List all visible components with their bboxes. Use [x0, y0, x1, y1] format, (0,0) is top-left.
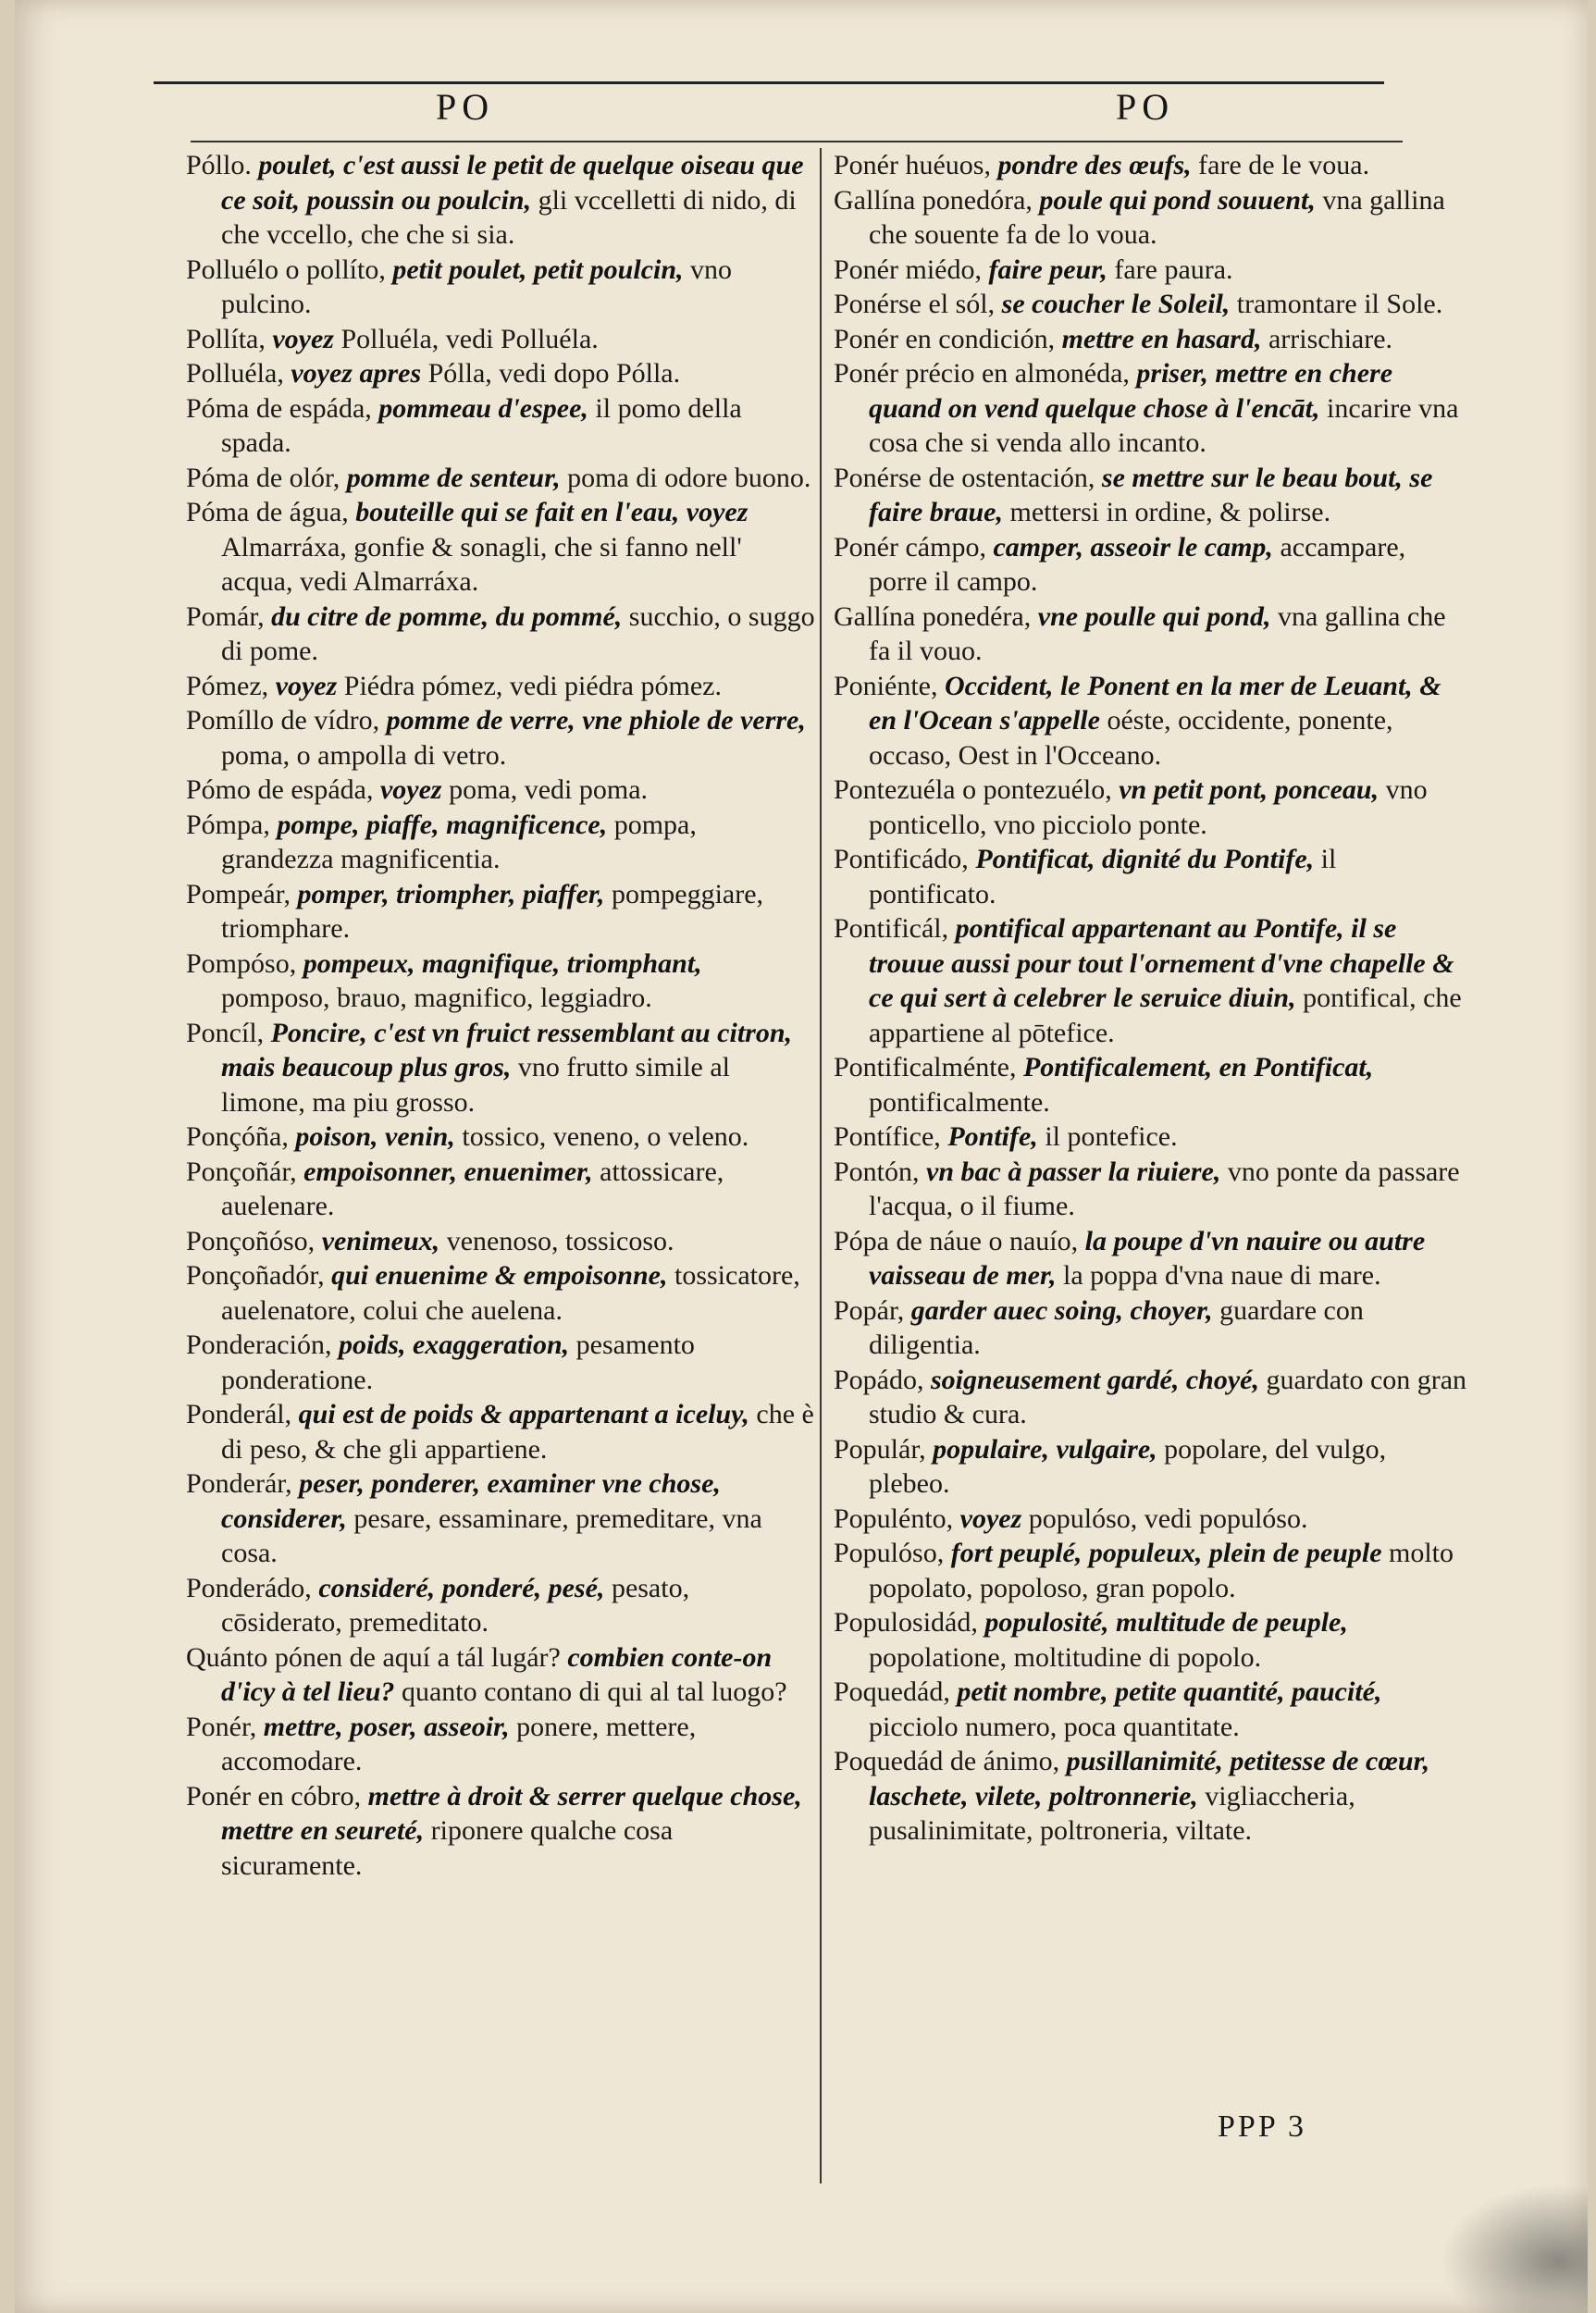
headword: Pontificál, — [834, 913, 949, 944]
headword: Ponér cámpo, — [834, 531, 986, 563]
dictionary-entry — [186, 253, 815, 322]
headword: Poquedád de ánimo, — [834, 1746, 1060, 1776]
headword: Pollíta, — [186, 323, 266, 354]
dictionary-entry — [186, 946, 815, 1016]
top-rule — [154, 81, 1384, 84]
headword: Ponderación, — [186, 1330, 332, 1360]
french-gloss: combien conte-on d'icy à tel lieu? — [221, 1641, 773, 1707]
italian-gloss: poma, vedi poma. — [449, 774, 649, 805]
italian-gloss: pomposo, brauo, magnifico, leggiadro. — [221, 983, 652, 1013]
french-gloss: bouteille qui se fait en l'eau, voyez — [355, 497, 749, 527]
italian-gloss: quanto contano di qui al tal luogo? — [401, 1676, 787, 1707]
french-gloss: fort peuplé, populeux, plein de peuple — [950, 1538, 1382, 1568]
french-gloss: populaire, vulgaire, — [933, 1433, 1157, 1465]
french-gloss: soigneusement gardé, choyé, — [931, 1364, 1259, 1395]
french-gloss: mettre, poser, asseoir, — [263, 1711, 510, 1742]
italian-gloss: la poppa d'vna naue di mare. — [1063, 1260, 1381, 1291]
headword: Gallína ponedóra, — [834, 184, 1033, 216]
headword: Ponçoñóso, — [186, 1225, 315, 1256]
french-gloss: du citre de pomme, du pommé, — [271, 600, 623, 632]
headword: Póma de água, — [186, 497, 349, 527]
french-gloss: voyez — [275, 670, 338, 701]
headword: Póma de espáda, — [186, 392, 372, 424]
italian-gloss: riponere qualche cosa sicuramente. — [221, 1815, 674, 1881]
italian-gloss: vno pulcino. — [221, 254, 733, 319]
italian-gloss: vigliaccheria, pusalinimitate, poltroneria, viltate. — [869, 1780, 1355, 1846]
headword: Pomíllo de vídro, — [186, 705, 380, 736]
dictionary-entry — [834, 148, 1467, 183]
french-gloss: vn bac à passer la riuiere, — [926, 1156, 1221, 1187]
headword: Pontífice, — [834, 1121, 941, 1152]
french-gloss: mettre à droit & serrer quelque chose, mettre en seureté, — [221, 1780, 802, 1846]
french-gloss: venimeux, — [321, 1225, 440, 1256]
italian-gloss: ponere, mettere, accomodare. — [221, 1711, 697, 1776]
headword: Ponér, — [186, 1711, 257, 1742]
headword: Ponderár, — [186, 1468, 292, 1499]
headword: Ponérse de ostentación, — [834, 462, 1095, 493]
dictionary-entry — [834, 669, 1467, 773]
dictionary-entry — [186, 600, 815, 669]
italian-gloss: fare de le voua. — [1198, 150, 1370, 180]
french-gloss: pompeux, magnifique, triomphant, — [303, 947, 702, 979]
dictionary-entry — [834, 1363, 1467, 1432]
headword: Poniénte, — [834, 670, 938, 701]
headword: Populénto, — [834, 1503, 954, 1534]
dictionary-entry — [186, 1016, 815, 1120]
dictionary-entry — [834, 773, 1467, 842]
left-column — [186, 148, 815, 1883]
dictionary-entry — [834, 1432, 1467, 1502]
dictionary-entry — [186, 1119, 815, 1155]
dictionary-entry — [186, 1710, 815, 1779]
dictionary-entry — [834, 1536, 1467, 1605]
italian-gloss: Polluéla, vedi Polluéla. — [340, 323, 599, 354]
dictionary-entry — [186, 1328, 815, 1397]
dictionary-entry — [186, 356, 815, 391]
french-gloss: vn petit pont, ponceau, — [1119, 774, 1379, 805]
dictionary-entry — [186, 1397, 815, 1466]
italian-gloss: gli vccelletti di nido, di che vccello, che che si sia. — [221, 184, 797, 250]
dictionary-entry — [834, 1050, 1467, 1119]
french-gloss: voyez apres — [291, 358, 422, 389]
headword: Gallína ponedéra, — [834, 600, 1032, 632]
headword: Ponderál, — [186, 1399, 292, 1429]
dictionary-entry — [834, 461, 1467, 530]
dictionary-entry — [834, 530, 1467, 600]
italian-gloss: pontificalmente. — [869, 1086, 1050, 1118]
french-gloss: poule qui pond souuent, — [1039, 184, 1316, 216]
headword: Ponér en cóbro, — [186, 1780, 362, 1812]
dictionary-entry — [834, 1293, 1467, 1363]
italian-gloss: popolatione, moltitudine di popolo. — [869, 1641, 1262, 1673]
dictionary-entry — [834, 1224, 1467, 1293]
french-gloss: voyez — [379, 774, 442, 805]
italian-gloss: fare paura. — [1114, 254, 1233, 285]
headword: Ponçóña, — [186, 1121, 289, 1152]
headword: Ponér précio en almonéda, — [834, 358, 1130, 389]
headword: Popádo, — [834, 1364, 924, 1395]
headword: Poncíl, — [186, 1017, 265, 1048]
french-gloss: Pontife, — [947, 1121, 1038, 1152]
dictionary-entry — [834, 1502, 1467, 1537]
italian-gloss: accampare, porre il campo. — [869, 531, 1406, 597]
italian-gloss: vno frutto simile al limone, ma piu grosso. — [221, 1052, 731, 1118]
headword: Pómo de espáda, — [186, 774, 374, 805]
french-gloss: pomme de senteur, — [346, 462, 561, 493]
headword: Ponérse el sól, — [834, 289, 996, 319]
headword: Populosidád, — [834, 1607, 978, 1638]
french-gloss: pompe, piaffe, magnificence, — [277, 809, 608, 840]
headword: Polluéla, — [186, 358, 284, 389]
headword: Pontificádo, — [834, 844, 969, 874]
french-gloss: pondre des œufs, — [997, 150, 1192, 180]
french-gloss: peser, ponderer, examiner vne chose, considerer, — [221, 1468, 721, 1534]
headword: Pontificalménte, — [834, 1052, 1017, 1082]
french-gloss: petit nombre, petite quantité, paucité, — [957, 1676, 1382, 1707]
dictionary-entry — [834, 183, 1467, 253]
dictionary-entry — [186, 1155, 815, 1224]
dictionary-entry — [834, 842, 1467, 911]
headword: Pomár, — [186, 600, 265, 632]
headword: Populár, — [834, 1433, 926, 1465]
italian-gloss: attossicare, auelenare. — [221, 1156, 724, 1221]
french-gloss: qui enuenime & empoisonne, — [331, 1260, 668, 1291]
french-gloss: poids, exaggeration, — [338, 1330, 570, 1360]
italian-gloss: mettersi in ordine, & polirse. — [1009, 497, 1331, 527]
headword: Póllo. — [186, 150, 252, 180]
headword: Pópa de náue o nauío, — [834, 1225, 1079, 1256]
french-gloss: populosité, multitude de peuple, — [984, 1607, 1348, 1638]
dictionary-entry — [834, 1119, 1467, 1155]
french-gloss: vne poulle qui pond, — [1037, 600, 1271, 632]
right-column — [834, 148, 1467, 1849]
french-gloss: camper, asseoir le camp, — [993, 531, 1273, 563]
dictionary-entry — [834, 1155, 1467, 1224]
dictionary-entry — [834, 1744, 1467, 1849]
italian-gloss: guardato con gran studio & cura. — [869, 1364, 1467, 1429]
italian-gloss: tramontare il Sole. — [1236, 289, 1443, 319]
dictionary-entry — [834, 287, 1467, 322]
french-gloss: pusillanimité, petitesse de cœur, laschete, vilete, poltronnerie, — [869, 1746, 1430, 1812]
headword: Pompóso, — [186, 947, 297, 979]
dictionary-entry — [186, 1258, 815, 1328]
headword: Ponér huéuos, — [834, 150, 991, 180]
italian-gloss: popolare, del vulgo, plebeo. — [869, 1433, 1387, 1499]
italian-gloss: pesamento ponderatione. — [221, 1330, 695, 1395]
french-gloss: consideré, ponderé, pesé, — [318, 1572, 605, 1603]
french-gloss: Occident, le Ponent en la mer de Leuant, & en l'Ocean s'appelle — [869, 670, 1441, 736]
italian-gloss: pesato, cōsiderato, premeditato. — [221, 1572, 690, 1638]
headword: Ponér miédo, — [834, 254, 982, 285]
italian-gloss: il pontefice. — [1045, 1121, 1178, 1152]
headword: Ponçoñár, — [186, 1156, 297, 1187]
italian-gloss: pompeggiare, triomphare. — [221, 878, 764, 944]
french-gloss: qui est de poids & appartenant a iceluy, — [298, 1399, 749, 1429]
dictionary-entry — [186, 1640, 815, 1710]
dictionary-entry — [834, 253, 1467, 288]
italian-gloss: populóso, vedi populóso. — [1028, 1503, 1308, 1534]
dictionary-entry — [186, 322, 815, 357]
italian-gloss: poma, o ampolla di vetro. — [221, 739, 507, 771]
french-gloss: garder auec soing, choyer, — [910, 1294, 1213, 1326]
running-head-right: PO — [1116, 86, 1175, 128]
french-gloss: poison, venin, — [295, 1121, 455, 1152]
headword: Ponér en condición, — [834, 323, 1056, 354]
italian-gloss: Piédra pómez, vedi piédra pómez. — [343, 670, 722, 701]
dictionary-entry — [186, 669, 815, 704]
dictionary-entry — [186, 703, 815, 773]
dictionary-entry — [186, 1779, 815, 1884]
headword: Ponçoñadór, — [186, 1260, 325, 1291]
dictionary-entry — [834, 600, 1467, 669]
italian-gloss: Pólla, vedi dopo Pólla. — [427, 358, 681, 389]
dictionary-entry — [186, 1571, 815, 1640]
italian-gloss: molto popolato, popoloso, gran popolo. — [869, 1538, 1454, 1603]
dictionary-entry — [186, 148, 815, 253]
french-gloss: priser, mettre en chere quand on vend quelque chose à l'encāt, — [869, 358, 1393, 424]
italian-gloss: venenoso, tossicoso. — [446, 1225, 674, 1256]
italian-gloss: il pontificato. — [869, 844, 1337, 909]
french-gloss: poulet, c'est aussi le petit de quelque oiseau que ce soit, poussin ou poulcin, — [221, 150, 804, 216]
dictionary-entry — [834, 1675, 1467, 1744]
headword: Populóso, — [834, 1538, 945, 1568]
signature-mark: PPP 3 — [1218, 2109, 1306, 2144]
headword: Poquedád, — [834, 1676, 950, 1707]
dictionary-page — [15, 0, 1588, 2313]
headword: Ponderádo, — [186, 1572, 312, 1603]
italian-gloss: che è di peso, & che gli appartiene. — [221, 1399, 814, 1465]
french-gloss: mettre en hasard, — [1061, 323, 1262, 354]
headword: Pómez, — [186, 670, 269, 701]
french-gloss: voyez — [272, 323, 334, 354]
italian-gloss: Almarráxa, gonfie & sonagli, che si fanno nell' acqua, vedi Almarráxa. — [221, 531, 742, 597]
french-gloss: faire peur, — [988, 254, 1107, 285]
italian-gloss: incarire vna cosa che si venda allo incanto. — [869, 392, 1459, 458]
italian-gloss: poma di odore buono. — [567, 462, 811, 493]
french-gloss: se coucher le Soleil, — [1001, 289, 1231, 319]
dictionary-entry — [186, 773, 815, 808]
french-gloss: Poncire, c'est vn fruict ressemblant au citron, mais beaucoup plus gros, — [221, 1017, 793, 1082]
italian-gloss: succhio, o suggo di pome. — [221, 600, 815, 666]
dictionary-entry — [186, 1466, 815, 1571]
italian-gloss: vna gallina che souente fa de lo voua. — [869, 184, 1445, 250]
headword: Pompeár, — [186, 878, 291, 909]
dictionary-entry — [834, 1605, 1467, 1675]
italian-gloss: tossicatore, auelenatore, colui che auelena. — [221, 1260, 800, 1326]
french-gloss: voyez — [959, 1503, 1022, 1534]
dictionary-entry — [186, 808, 815, 877]
headword: Pontezuéla o pontezuélo, — [834, 774, 1112, 805]
column-divider — [820, 148, 822, 2183]
headword: Póma de olór, — [186, 462, 340, 493]
italian-gloss: oéste, occidente, ponente, occaso, Oest in l'Occeano. — [869, 705, 1393, 771]
french-gloss: pomper, triompher, piaffer, — [297, 878, 605, 909]
italian-gloss: guardare con diligentia. — [869, 1294, 1364, 1360]
french-gloss: se mettre sur le beau bout, se faire braue, — [869, 462, 1433, 527]
french-gloss: pomme de verre, vne phiole de verre, — [386, 705, 806, 736]
headword: Quánto pónen de aquí a tál lugár? — [186, 1641, 561, 1673]
italian-gloss: vna gallina che fa il vouo. — [869, 600, 1446, 666]
italian-gloss: il pomo della spada. — [221, 392, 742, 458]
running-head-left: PO — [436, 86, 495, 128]
french-gloss: pontifical appartenant au Pontife, il se trouue aussi pour tout l'ornement d'vne chapelle & ce qui sert à celebrer le seruice diuin, — [869, 913, 1454, 1013]
italian-gloss: pontifical, che appartiene al pōtefice. — [869, 983, 1462, 1048]
italian-gloss: picciolo numero, poca quantitate. — [869, 1711, 1240, 1742]
dictionary-entry — [186, 877, 815, 946]
italian-gloss: pesare, essaminare, premeditare, vna cosa. — [221, 1503, 762, 1568]
italian-gloss: tossico, veneno, o veleno. — [462, 1121, 749, 1152]
headword: Pontón, — [834, 1156, 920, 1187]
dictionary-entry — [186, 391, 815, 461]
french-gloss: la poupe d'vn nauire ou autre vaisseau de mer, — [869, 1225, 1426, 1291]
headword: Popár, — [834, 1294, 905, 1326]
header-rule — [191, 141, 1403, 142]
ink-smudge — [1440, 2183, 1588, 2313]
dictionary-entry — [834, 356, 1467, 461]
dictionary-entry — [834, 322, 1467, 357]
french-gloss: petit poulet, petit poulcin, — [392, 254, 684, 285]
dictionary-entry — [186, 461, 815, 496]
dictionary-entry — [186, 1224, 815, 1259]
dictionary-entry — [834, 911, 1467, 1050]
dictionary-entry — [186, 495, 815, 600]
french-gloss: Pontificalement, en Pontificat, — [1022, 1052, 1374, 1082]
italian-gloss: pompa, grandezza magnificentia. — [221, 809, 697, 874]
headword: Polluélo o pollíto, — [186, 254, 386, 285]
french-gloss: pommeau d'espee, — [378, 392, 588, 424]
headword: Pómpa, — [186, 809, 270, 840]
french-gloss: Pontificat, dignité du Pontife, — [975, 844, 1315, 874]
italian-gloss: arrischiare. — [1268, 323, 1393, 354]
italian-gloss: vno ponte da passare l'acqua, o il fiume. — [869, 1156, 1460, 1221]
italian-gloss: vno ponticello, vno picciolo ponte. — [869, 774, 1428, 840]
french-gloss: empoisonner, enuenimer, — [303, 1156, 593, 1187]
